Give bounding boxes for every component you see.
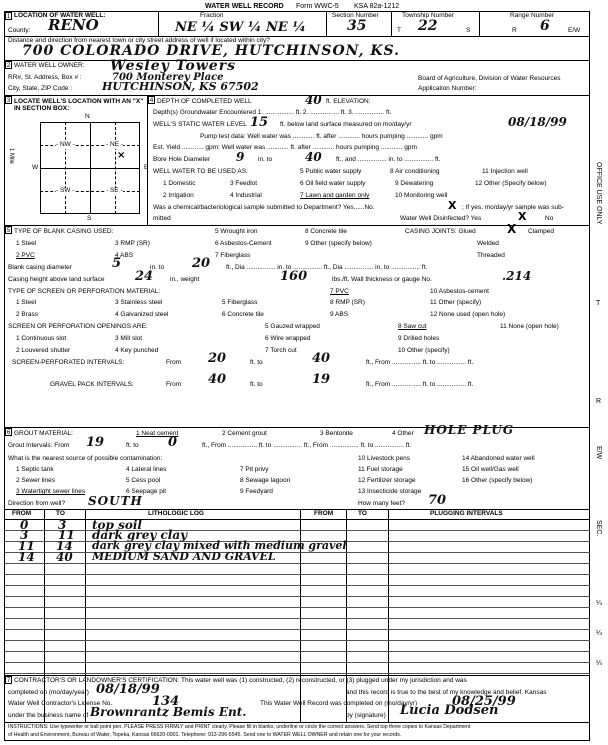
- south-label: S: [87, 215, 92, 222]
- bore-value: 9: [236, 150, 245, 164]
- township-t: T: [397, 27, 401, 34]
- office-r-label: R: [596, 398, 602, 405]
- screen-option: 2 Brass: [16, 311, 39, 318]
- sw-label: - SW -: [56, 187, 75, 194]
- log-rule-line: [5, 629, 590, 630]
- casing-option: 1 Steel: [16, 240, 37, 247]
- contam-option: 16 Other (specify below): [462, 477, 533, 484]
- contam-option: 12 Fertilizer storage: [358, 477, 416, 484]
- log-from-header: FROM: [12, 510, 32, 517]
- locate-label: LOCATE WELL'S LOCATION WITH AN "X" IN SECTION BOX:: [14, 98, 144, 113]
- grout-option: 4 Other: [392, 430, 414, 437]
- section-3-number: 3: [6, 98, 11, 104]
- mile-label: 1 Mile: [8, 148, 14, 165]
- log-row-desc: top soil: [92, 518, 142, 532]
- township-value: 22: [418, 18, 438, 34]
- grout-rest: ft., From ................ ft. to ................ ft., From ................ ft. to ................ ft.: [202, 442, 412, 449]
- contam-option: 9 Feedyard: [240, 488, 273, 495]
- plugging-intervals-header: PLUGGING INTERVALS: [430, 510, 503, 517]
- log-row-desc: MEDIUM SAND AND GRAVEL: [92, 550, 276, 563]
- log-row-desc: dark grey clay mixed with medium gravel: [92, 539, 347, 552]
- form-title: WATER WELL RECORD: [205, 3, 284, 10]
- height-in: in., weight: [170, 276, 200, 283]
- diameter-in: in. to: [150, 264, 165, 271]
- use-label: WELL WATER TO BE USED AS:: [153, 168, 248, 175]
- contam-option: 7 Pit privy: [240, 466, 269, 473]
- casing-option: 9 Other (specify below): [305, 240, 372, 247]
- grout-intervals-label: Grout Intervals: From: [8, 442, 70, 449]
- log-row-to: 11: [58, 528, 75, 542]
- divider: [147, 96, 148, 226]
- disinfected-x: X: [518, 210, 527, 223]
- use-option-selected: 7 Lawn and garden only: [300, 192, 370, 199]
- opening-option: 7 Torch cut: [265, 347, 297, 354]
- spi-rest: ft., From ................ ft. to ................ ft.: [366, 359, 474, 366]
- log-row-desc: dark grey clay: [92, 528, 188, 542]
- contam-option: 2 Sewer lines: [16, 477, 56, 484]
- divider: [40, 168, 140, 169]
- section-2-number: 2: [6, 63, 11, 69]
- how-many-label: How many feet?: [358, 500, 405, 507]
- range-label: Range Number: [510, 12, 555, 19]
- business-value: Brownrantz Bemis Ent.: [90, 705, 247, 719]
- grout-option: 2 Cement grout: [222, 430, 267, 437]
- range-r: R: [512, 27, 517, 34]
- log-row-from: 0: [20, 518, 29, 532]
- casing-option: 4 ABS: [115, 252, 134, 259]
- chem-no-x: X: [448, 199, 457, 212]
- diameter-label: Blank casing diameter: [8, 264, 72, 271]
- divider: [158, 11, 159, 37]
- true-record-text: and this record is true to the best of my knowledge and belief. Kansas: [346, 689, 547, 696]
- lithologic-log-header: LITHOLOGIC LOG: [148, 510, 204, 517]
- screen-option: 6 Concrete tile: [222, 311, 264, 318]
- opening-option-selected: 8 Saw cut: [398, 323, 427, 330]
- section-5-number: 5: [6, 228, 11, 234]
- chem-label: Was a chemical/bacteriological sample submitted to Department? Yes......No.: [153, 204, 375, 211]
- ne-label: - NE -: [106, 141, 123, 148]
- grout-to-value: 0: [168, 435, 178, 450]
- screen-option: 8 RMP (SR): [330, 299, 365, 306]
- joints-label: CASING JOINTS: Glued: [405, 228, 476, 235]
- divider: [5, 60, 590, 61]
- diameter-value: 5: [112, 256, 122, 271]
- grout-to-label: ft. to: [126, 442, 139, 449]
- log-rule-line: [5, 585, 590, 586]
- contam-option: 10 Livestock pens: [358, 455, 411, 462]
- contam-option: 14 Abandoned water well: [462, 455, 535, 462]
- county-value: RENO: [48, 16, 99, 34]
- plug-from-header: FROM: [314, 510, 334, 517]
- east-label: E: [144, 164, 149, 171]
- screen-option: 12 None used (open hole): [430, 311, 506, 318]
- completed-label: completed on (mo/day/year): [8, 689, 89, 696]
- weight-rest: lbs./ft. Wall thickness or gauge No.: [332, 276, 432, 283]
- divider: [115, 122, 116, 214]
- log-rule-line: [5, 574, 590, 575]
- log-to-header: TO: [56, 510, 65, 517]
- use-option: 12 Other (Specify below): [475, 180, 547, 187]
- log-row-from: 3: [20, 528, 29, 542]
- contam-option: 5 Cess pool: [126, 477, 161, 484]
- owner-label: WATER WELL OWNER:: [14, 62, 85, 69]
- office-t-label: T: [596, 300, 601, 307]
- gp-to-value: 19: [312, 372, 331, 387]
- divider: [65, 122, 66, 214]
- joints-clamped: Clamped: [528, 228, 555, 235]
- casing-label: TYPE OF BLANK CASING USED:: [14, 228, 114, 235]
- use-option: 4 Industrial: [230, 192, 262, 199]
- groundwater-label: Depth(s) Groundwater Encountered 1. ................ ft. 2. ................ ft. 3. ................ ft.: [153, 109, 392, 116]
- divider: [40, 191, 140, 192]
- diameter-to: 20: [192, 256, 211, 271]
- section-number-value: 35: [347, 18, 367, 34]
- office-sec-label: SEC.: [595, 520, 602, 537]
- signature-label: by (signature): [346, 712, 386, 719]
- use-option: 3 Feedlot: [230, 180, 258, 187]
- pump-test-label: Pump test data: Well water was ............ ft. after ............ hours pumping ............ gpm: [200, 133, 443, 140]
- depth-value: 40: [305, 93, 322, 107]
- log-row-to: 3: [58, 518, 67, 532]
- use-option: 6 Oil field water supply: [300, 180, 366, 187]
- section-1-number: 1: [6, 14, 11, 20]
- log-rule-line: [5, 640, 590, 641]
- static-unit: ft. below land surface measured on mo/day/yr: [280, 121, 412, 128]
- direction-value: SOUTH: [88, 494, 143, 508]
- office-quarter: ¼: [596, 660, 602, 667]
- bore-to: 40: [305, 150, 322, 164]
- divider: [5, 722, 590, 723]
- depth-label: DEPTH OF COMPLETED WELL: [157, 98, 252, 105]
- opening-option: 6 Wire wrapped: [265, 335, 311, 342]
- city-label: City, State, ZIP Code :: [8, 85, 73, 92]
- address-value: 700 Monterey Place: [112, 72, 224, 83]
- contamination-label: What is the nearest source of possible contamination:: [8, 455, 163, 462]
- west-label: W: [32, 164, 39, 171]
- contam-option: 15 Oil well/Gas well: [462, 466, 519, 473]
- opening-option: 5 Gauzed wrapped: [265, 323, 320, 330]
- completed-date: 08/18/99: [96, 682, 160, 697]
- instructions-line-1: INSTRUCTIONS: Use typewriter or ball point pen. PLEASE PRESS FIRMLY and PRINT clearly. Please fill in blanks, underline or circle the correct answers. Send top three copies to Kansas Department: [8, 724, 471, 730]
- opening-option: 11 None (open hole): [500, 323, 559, 330]
- divider: [5, 95, 590, 96]
- log-rule-line: [5, 651, 590, 652]
- grout-other-value: HOLE PLUG: [424, 423, 515, 437]
- opening-option: 9 Drilled holes: [398, 335, 440, 342]
- contam-option: 13 Insecticide storage: [358, 488, 422, 495]
- township-label: Township Number: [402, 12, 455, 19]
- board-text: Board of Agriculture, Division of Water Resources: [418, 75, 561, 82]
- office-quarter: ¼: [596, 630, 602, 637]
- range-ew: E/W: [568, 27, 581, 34]
- log-rule-line: [5, 563, 590, 564]
- use-option: 10 Monitoring well: [395, 192, 448, 199]
- contam-option: 6 Seepage pit: [126, 488, 167, 495]
- township-s: S: [466, 27, 471, 34]
- spi-from-label: From: [166, 359, 182, 366]
- record-completed-date: 08/25/99: [452, 694, 516, 709]
- divider: [5, 225, 590, 226]
- use-option: 11 Injection well: [482, 168, 528, 175]
- screen-option: 10 Asbestos-cement: [430, 288, 489, 295]
- application-label: Application Number:: [418, 85, 477, 92]
- mitted-label: mitted: [153, 215, 171, 222]
- contam-option: 1 Septic tank: [16, 466, 54, 473]
- gravel-label: GRAVEL PACK INTERVALS:: [50, 381, 134, 388]
- height-value: 24: [135, 269, 154, 284]
- casing-option: 3 RMP (SR): [115, 240, 150, 247]
- bore-rest: ft., and ................ in. to ................ ft.: [336, 156, 441, 163]
- log-rule-line: [5, 596, 590, 597]
- screen-option: 1 Steel: [16, 299, 37, 306]
- range-value: 6: [540, 18, 550, 34]
- location-label: LOCATION OF WATER WELL:: [14, 12, 106, 19]
- city-value: HUTCHINSON, KS 67502: [102, 80, 259, 93]
- spi-from-value: 20: [208, 351, 227, 366]
- spi-to-label: ft. to: [250, 359, 263, 366]
- casing-option-selected: 2 PVC: [16, 252, 35, 259]
- distance-label: Distance and direction from nearest town or city street address of well if located within city?: [8, 37, 270, 44]
- fraction-label: Fraction: [200, 12, 224, 19]
- license-label: Water Well Contractor's License No.: [8, 700, 113, 707]
- log-rule-line: [5, 662, 590, 663]
- divider: [391, 11, 392, 37]
- contam-option: 11 Fuel storage: [358, 466, 403, 473]
- fraction-value: NE ¼ SW ¼ NE ¼: [175, 20, 306, 35]
- office-ew-label: E/W: [595, 446, 602, 460]
- use-option: 8 Air conditioning: [390, 168, 440, 175]
- diameter-rest: ft., Dia ................ in. to ................ ft., Dia ................ in. to ................ ft.: [226, 264, 428, 271]
- height-label: Casing height above land surface: [8, 276, 105, 283]
- weight-value: 160: [280, 269, 308, 284]
- bore-label: Bore Hole Diameter: [153, 156, 211, 163]
- screen-option: 9 ABS: [330, 311, 349, 318]
- north-label: N: [85, 113, 90, 120]
- divider: [5, 675, 590, 676]
- contam-option-selected: 3 Watertight sewer lines: [16, 488, 86, 495]
- use-option: 2 Irrigation: [163, 192, 194, 199]
- divider: [479, 11, 480, 37]
- section-4-number: 4: [149, 98, 154, 104]
- contam-option: 4 Lateral lines: [126, 466, 167, 473]
- grout-label: GROUT MATERIAL:: [14, 430, 73, 437]
- casing-option: 6 Asbestos-Cement: [215, 240, 272, 247]
- gauge-value: .214: [502, 269, 532, 283]
- log-row-to: 40: [56, 550, 73, 564]
- section-6-number: 6: [6, 430, 11, 436]
- office-quarter: ¼: [596, 600, 602, 607]
- instructions-line-2: of Health and Environment, Bureau of Water, Topeka, Kansas 66620-0001. Telephone: 913-296-5545. Send one to WATER WELL OWNER and retain one for your records.: [8, 732, 402, 738]
- log-row-from: 11: [18, 539, 35, 553]
- location-x-mark: ×: [117, 150, 126, 161]
- screen-option: 11 Other (specify): [430, 299, 482, 306]
- screen-option: 5 Fiberglass: [222, 299, 258, 306]
- gp-from-label: From: [166, 381, 182, 388]
- bore-in: in. to: [258, 156, 273, 163]
- use-option: 9 Dewatering: [395, 180, 434, 187]
- joints-glued-x: X: [507, 222, 517, 236]
- static-value: 15: [250, 115, 269, 130]
- use-option: 5 Public water supply: [300, 168, 362, 175]
- form-number: Form WWC-5: [296, 3, 339, 10]
- divider: [40, 145, 140, 146]
- openings-label: SCREEN OR PERFORATION OPENINGS ARE:: [8, 323, 148, 330]
- distance-value: 700 COLORADO DRIVE, HUTCHINSON, KS.: [22, 43, 400, 59]
- gp-rest: ft., From ................ ft. to ................ ft.: [366, 381, 474, 388]
- log-rule-line: [5, 618, 590, 619]
- address-label: RR#, St. Address, Box # :: [8, 74, 82, 81]
- screen-option: 4 Galvanized steel: [115, 311, 169, 318]
- license-value: 134: [152, 694, 180, 709]
- screen-label: TYPE OF SCREEN OR PERFORATION MATERIAL:: [8, 288, 161, 295]
- contam-option: 8 Sewage lagoon: [240, 477, 291, 484]
- screen-option: 3 Stainless steel: [115, 299, 163, 306]
- opening-option: 3 Mill slot: [115, 335, 143, 342]
- divider: [326, 11, 327, 37]
- static-date: 08/18/99: [508, 115, 567, 129]
- casing-option: 5 Wrought iron: [215, 228, 258, 235]
- chem-rest: ; If yes, mo/day/yr sample was sub-: [462, 204, 564, 211]
- static-label: WELL'S STATIC WATER LEVEL: [153, 121, 247, 128]
- disinfected-no: No: [545, 215, 554, 222]
- yield-label: Est. Yield ............ gpm: Well water was ............ ft. after ............ hours pumping ............ gpm: [153, 144, 417, 151]
- ksa-number: KSA 82a-1212: [354, 3, 400, 10]
- certification-text: CONTRACTOR'S OR LANDOWNER'S CERTIFICATION: This water well was (1) constructed, (2) reconstructed, or (3) plugged under my jurisdiction and was: [14, 677, 467, 684]
- section-7-number: 7: [6, 678, 11, 684]
- how-many-value: 70: [428, 493, 447, 508]
- casing-option: 7 Fiberglass: [215, 252, 251, 259]
- section-number-label: Section Number: [332, 12, 379, 19]
- gp-to-label: ft. to: [250, 381, 263, 388]
- county-label: County:: [8, 27, 31, 34]
- opening-option: 1 Continuous slot: [16, 335, 67, 342]
- casing-option: 8 Concrete tile: [305, 228, 347, 235]
- disinfected-label: Water Well Disinfected? Yes: [400, 215, 482, 222]
- use-option: 1 Domestic: [163, 180, 196, 187]
- spi-to-value: 40: [312, 351, 331, 366]
- gp-from-value: 40: [208, 372, 227, 387]
- depth-unit: ft. ELEVATION:: [326, 98, 371, 105]
- spi-label: SCREEN-PERFORATED INTERVALS:: [12, 359, 125, 366]
- joints-welded: Welded: [477, 240, 499, 247]
- opening-option: 4 Key punched: [115, 347, 159, 354]
- log-row-to: 14: [56, 539, 73, 553]
- opening-option: 10 Other (specify): [398, 347, 450, 354]
- grout-from-value: 19: [86, 435, 105, 450]
- signature: Lucia Dodsen: [400, 703, 499, 718]
- office-use-label: OFFICE USE ONLY: [595, 162, 602, 225]
- se-label: - SE -: [106, 187, 123, 194]
- business-label: under the business name of: [8, 712, 89, 719]
- screen-option-selected: 7 PVC: [330, 288, 349, 295]
- nw-label: - NW -: [56, 141, 75, 148]
- log-rule-line: [5, 607, 590, 608]
- opening-option: 2 Louvered shutter: [16, 347, 71, 354]
- joints-threaded: Threaded: [477, 252, 505, 259]
- record-completed-label: This Water Well Record was completed on (mo/day/yr): [260, 700, 418, 707]
- grout-option-selected: 1 Neat cement: [136, 430, 179, 437]
- log-rule-line: [5, 673, 590, 674]
- owner-value: Wesley Towers: [110, 58, 236, 74]
- direction-label: Direction from well?: [8, 500, 66, 507]
- grout-option: 3 Bentonite: [320, 430, 353, 437]
- log-row-from: 14: [18, 550, 35, 564]
- plug-to-header: TO: [358, 510, 367, 517]
